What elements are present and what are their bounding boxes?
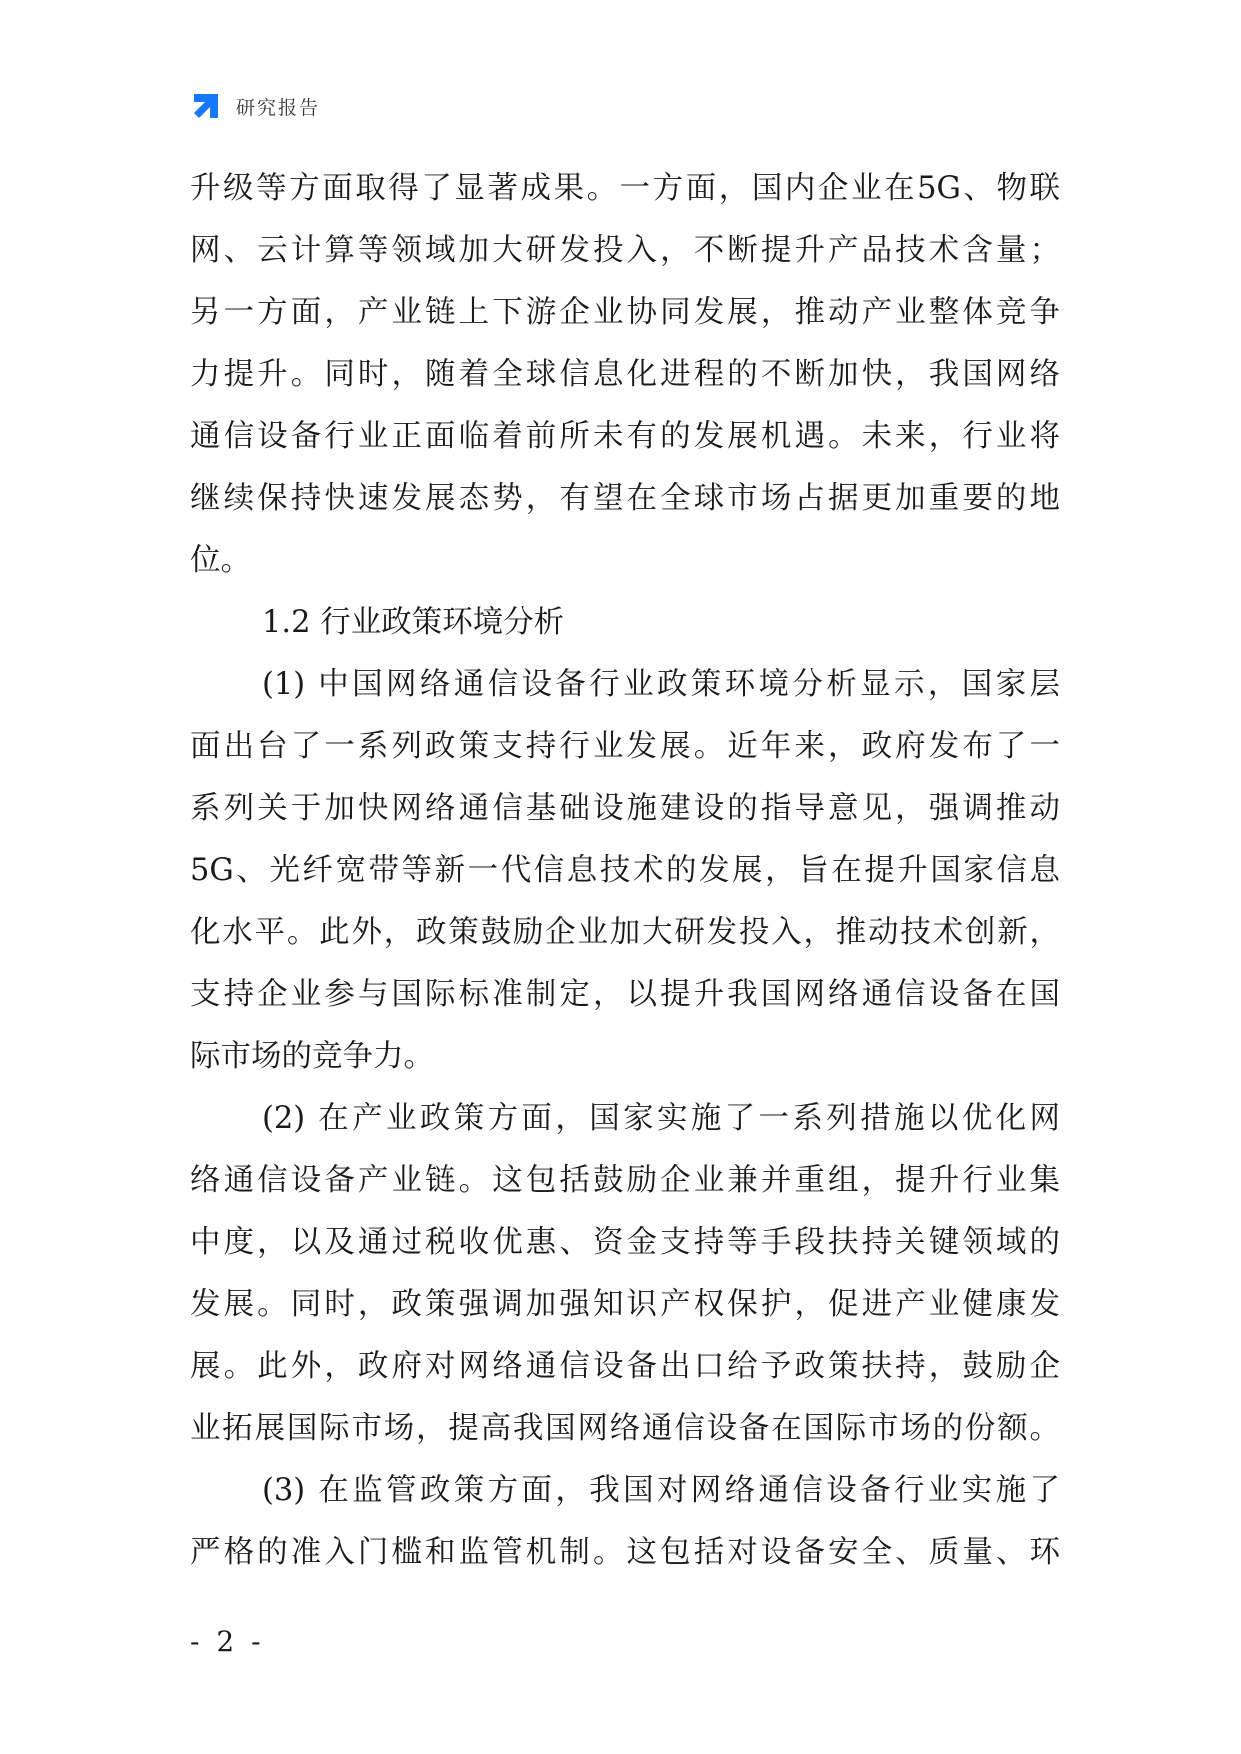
body-line: 力提升。同时，随着全球信息化进程的不断加快，我国网络: [190, 357, 1060, 392]
page-number: - 2 -: [190, 1625, 265, 1658]
header-title: 研究报告: [236, 96, 321, 119]
body-line: 通信设备行业正面临着前所未有的发展机遇。未来，行业将: [190, 419, 1060, 454]
body-line: 系列关于加快网络通信基础设施建设的指导意见，强调推动: [190, 791, 1060, 826]
body-line: (2) 在产业政策方面，国家实施了一系列措施以优化网: [262, 1101, 1060, 1136]
page-header: [190, 88, 320, 124]
body-line: (1) 中国网络通信设备行业政策环境分析显示，国家层: [262, 667, 1060, 702]
body-line: 位。: [190, 543, 251, 578]
body-line: 支持企业参与国际标准制定，以提升我国网络通信设备在国: [190, 977, 1060, 1012]
body-line: 5G、光纤宽带等新一代信息技术的发展，旨在提升国家信息: [190, 853, 1060, 888]
body-line: 际市场的竞争力。: [190, 1039, 434, 1074]
body-line: 中度，以及通过税收优惠、资金支持等手段扶持关键领域的: [190, 1225, 1060, 1260]
body-line: (3) 在监管政策方面，我国对网络通信设备行业实施了: [262, 1473, 1060, 1508]
body-line: 另一方面，产业链上下游企业协同发展，推动产业整体竞争: [190, 295, 1060, 330]
body-line: 严格的准入门槛和监管机制。这包括对设备安全、质量、环: [190, 1535, 1060, 1570]
body-line: 展。此外，政府对网络通信设备出口给予政策扶持，鼓励企: [190, 1349, 1060, 1384]
body-line: 业拓展国际市场，提高我国网络通信设备在国际市场的份额。: [190, 1411, 1060, 1446]
body-line: 升级等方面取得了显著成果。一方面，国内企业在5G、物联: [190, 171, 1060, 206]
document-body: [190, 158, 1060, 1584]
section-heading: 1.2 行业政策环境分析: [262, 605, 565, 640]
body-line: 面出台了一系列政策支持行业发展。近年来，政府发布了一: [190, 729, 1060, 764]
body-line: 继续保持快速发展态势，有望在全球市场占据更加重要的地: [190, 481, 1060, 516]
body-line: 化水平。此外，政策鼓励企业加大研发投入，推动技术创新，: [190, 915, 1060, 950]
arrow-logo-icon: [190, 90, 222, 122]
body-line: 发展。同时，政策强调加强知识产权保护，促进产业健康发: [190, 1287, 1060, 1322]
body-line: 络通信设备产业链。这包括鼓励企业兼并重组，提升行业集: [190, 1163, 1060, 1198]
body-line: 网、云计算等领域加大研发投入，不断提升产品技术含量；: [190, 233, 1060, 268]
